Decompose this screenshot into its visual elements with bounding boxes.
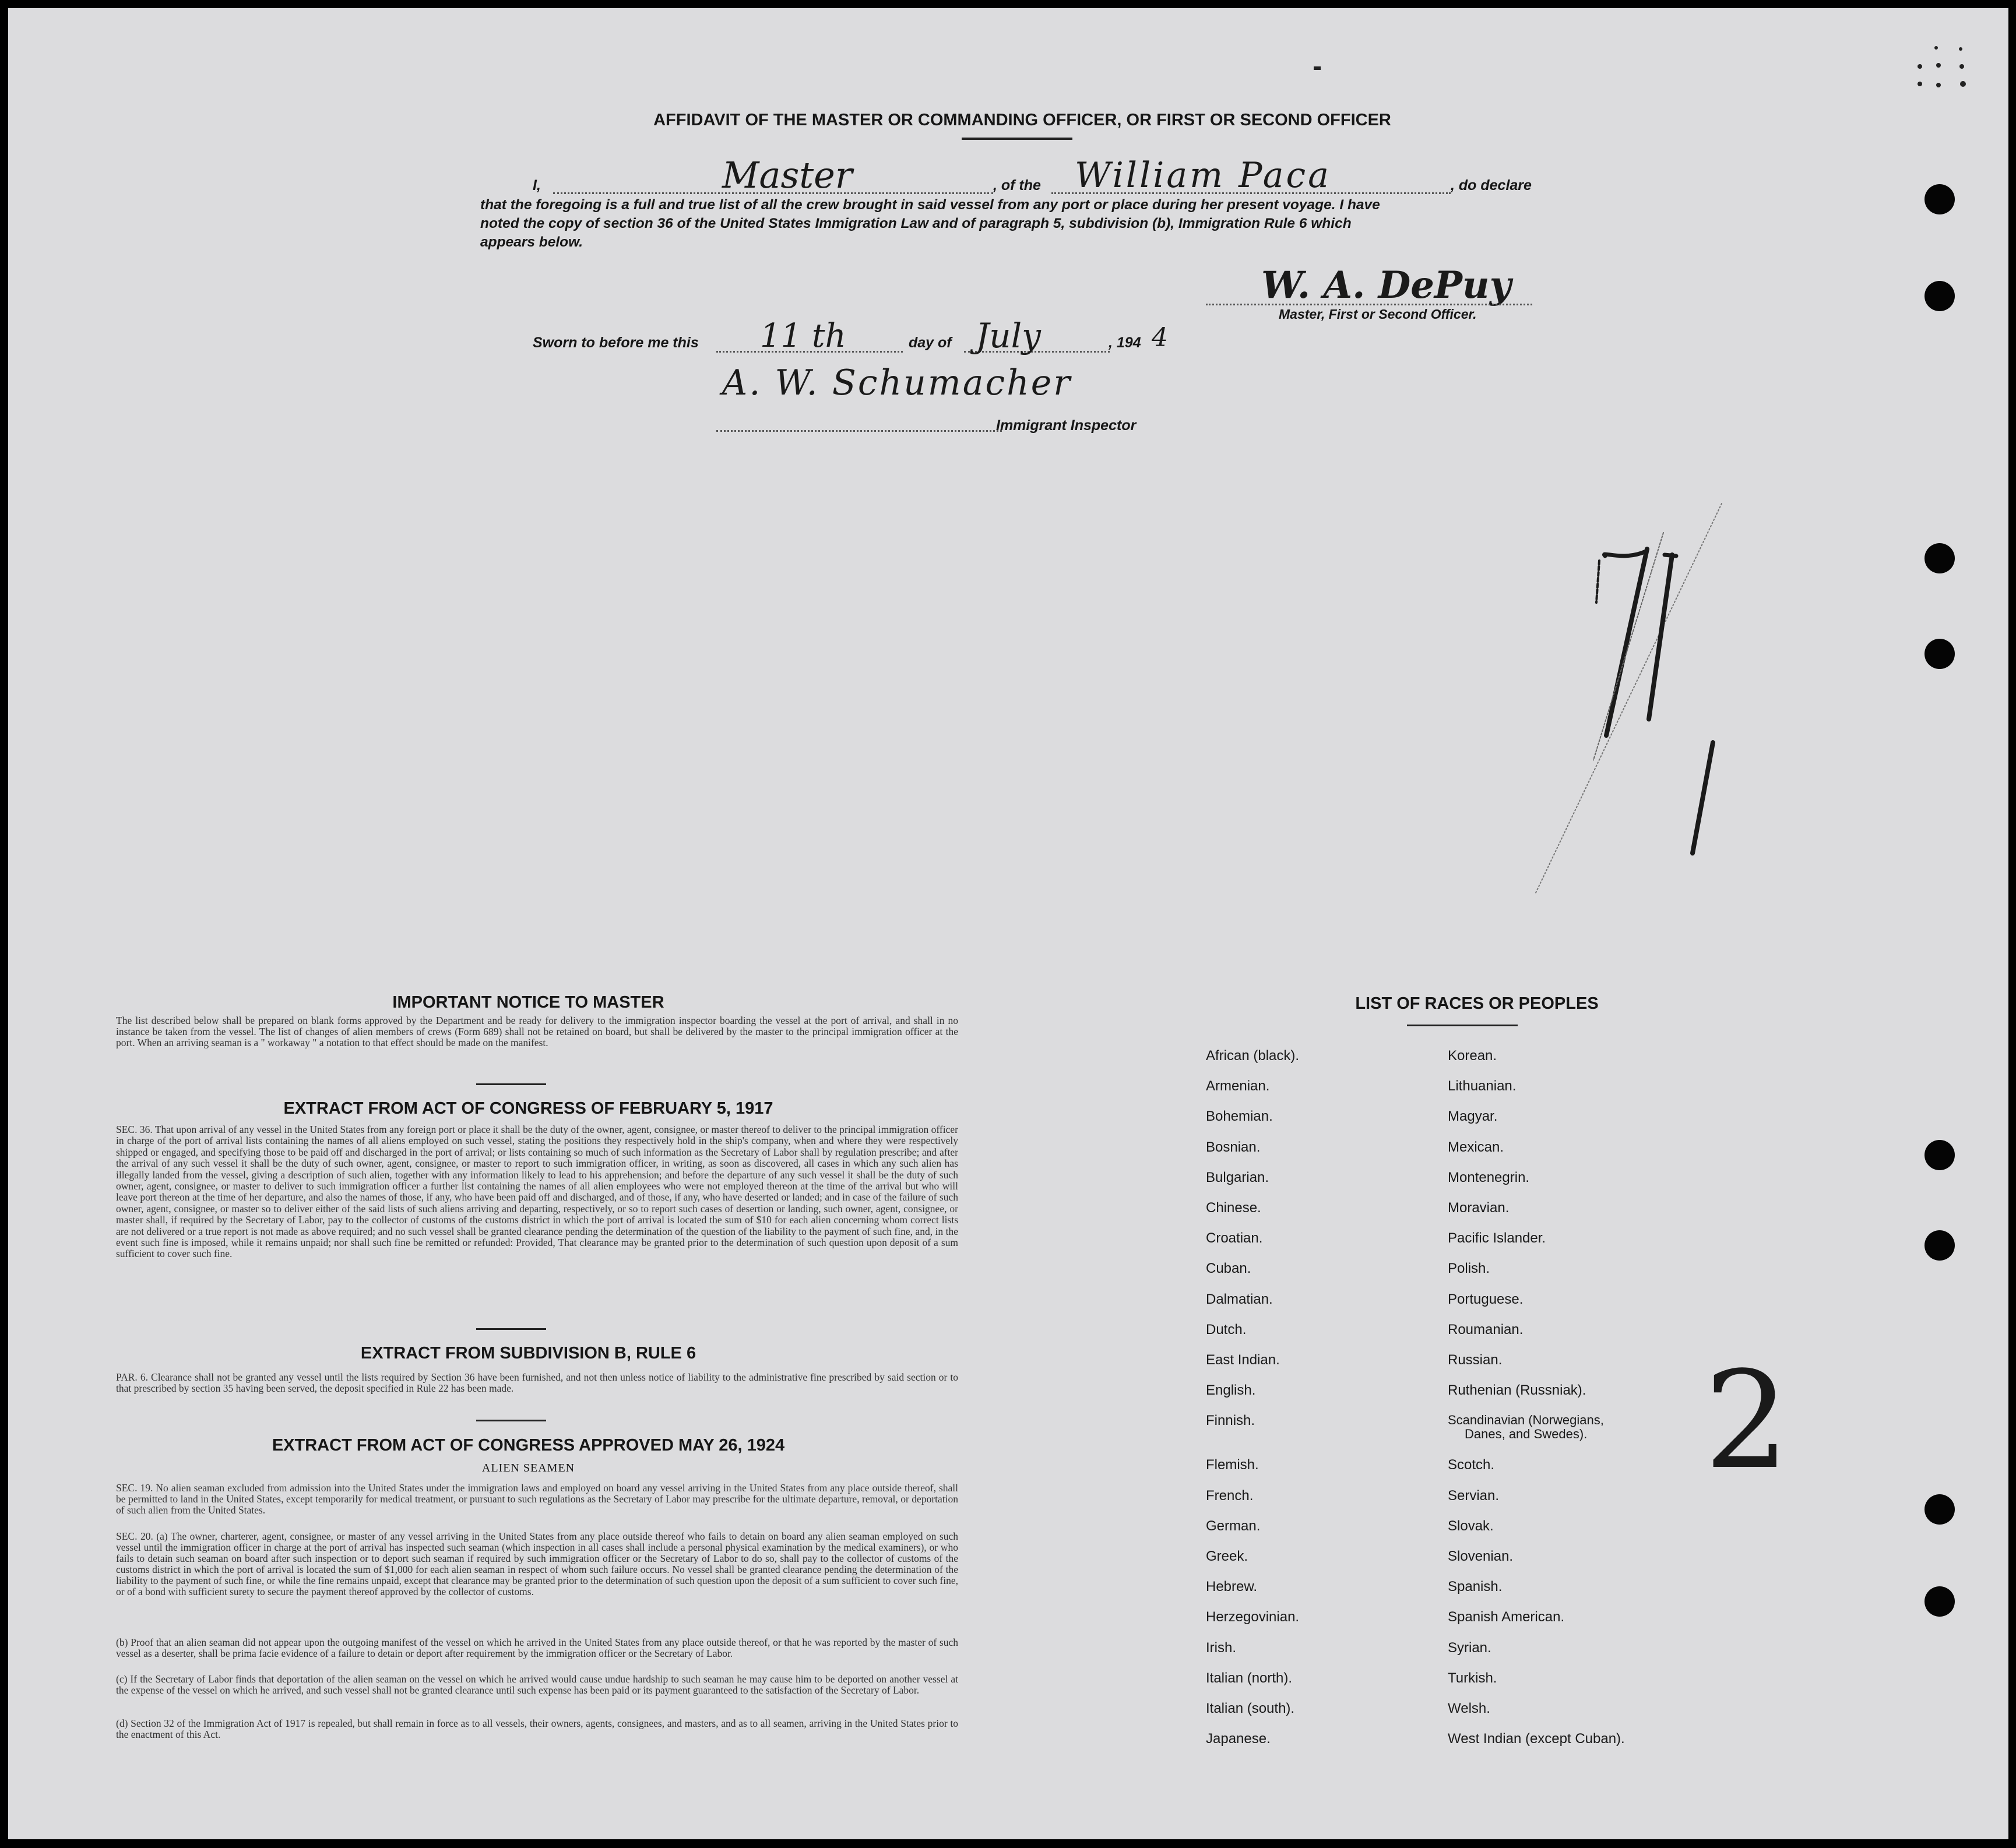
race-right-item: Spanish American. — [1448, 1609, 1565, 1625]
race-left-item: Dutch. — [1206, 1321, 1247, 1337]
declare-of-the: , of the — [993, 177, 1041, 193]
race-left-item: Bosnian. — [1206, 1139, 1261, 1155]
inspector-caption: Immigrant Inspector — [996, 417, 1137, 434]
race-left-item: Italian (north). — [1206, 1670, 1293, 1686]
margin-mark — [1314, 66, 1321, 70]
race-right-item: Lithuanian. — [1448, 1078, 1517, 1094]
race-right-item: Scandinavian (Norwegians, — [1448, 1413, 1604, 1428]
inspector-line — [716, 430, 1002, 432]
race-left-item: Bulgarian. — [1206, 1169, 1269, 1185]
master-caption: Master, First or Second Officer. — [1279, 307, 1477, 322]
sworn-day: 11 th — [760, 317, 846, 355]
document-page — [8, 8, 2008, 1839]
race-left-item: Armenian. — [1206, 1078, 1270, 1094]
race-right-item: Korean. — [1448, 1048, 1497, 1064]
race-left-item: African (black). — [1206, 1048, 1300, 1064]
punch-hole — [1924, 1494, 1955, 1525]
race-right-item: Turkish. — [1448, 1670, 1497, 1686]
punch-hole — [1924, 543, 1955, 573]
race-right-item: Slovenian. — [1448, 1548, 1514, 1564]
race-right-item: Montenegrin. — [1448, 1169, 1530, 1185]
races-title-underline — [1407, 1025, 1518, 1026]
subdivision-b-title: EXTRACT FROM SUBDIVISION B, RULE 6 — [360, 1344, 696, 1363]
punch-hole — [1924, 1140, 1955, 1170]
title-underline — [962, 138, 1072, 140]
sworn-year-digit: 4 — [1152, 323, 1168, 353]
race-left-item: Greek. — [1206, 1548, 1248, 1564]
extract-1917-title: EXTRACT FROM ACT OF CONGRESS OF FEBRUARY 5, 1917 — [283, 1099, 773, 1118]
extract-1924-sec20b: (b) Proof that an alien seaman did not appear upon the outgoing manifest of the vessel on which he arrived in the United States from any place outside thereof, or that he was reported by the master of such vessel as a deserter, shall be prima facie evidence of a failure to detain or deport after requirement by the immigration officer or the Secretary of Labor. — [116, 1636, 958, 1659]
race-left-item: Irish. — [1206, 1639, 1237, 1656]
race-right-item: Moravian. — [1448, 1200, 1510, 1216]
race-right-item: Welsh. — [1448, 1701, 1490, 1716]
handwritten-mark-graphic — [1512, 486, 1768, 906]
race-left-item: East Indian. — [1206, 1352, 1280, 1368]
race-right-item: Russian. — [1448, 1352, 1503, 1368]
notice-title: IMPORTANT NOTICE TO MASTER — [392, 993, 664, 1012]
subdivision-b-body: PAR. 6. Clearance shall not be granted any vessel until the lists required by Section 36 have been furnished, and not then unless notice of liability to the administrative fine prescribed by said section or to that prescribed by section 35 having been served, the deposit specified in Rule 22 has been made. — [116, 1371, 958, 1394]
race-right-item: West Indian (except Cuban). — [1448, 1731, 1625, 1747]
race-right-item: Ruthenian (Russniak). — [1448, 1382, 1586, 1399]
declare-do-declare: , do declare — [1451, 177, 1532, 193]
race-right-item: Servian. — [1448, 1487, 1500, 1504]
race-left-item: Flemish. — [1206, 1457, 1259, 1473]
filled-role: Master — [722, 154, 853, 196]
race-right-item: Roumanian. — [1448, 1321, 1524, 1337]
race-right-item: Portuguese. — [1448, 1291, 1524, 1307]
race-right-item: Polish. — [1448, 1261, 1490, 1277]
race-left-item: Dalmatian. — [1206, 1291, 1273, 1307]
extract-1924-sec20a: SEC. 20. (a) The owner, charterer, agent, consignee, or master of any vessel arriving in the United States from any place outside thereof who fails to detain on board any alien seaman employed on such vessel until the immigration officer in charge at the port of arrival has inspected such seaman (which inspection in all cases shall include a personal physical examination by the medical examiners), or who fails to detain such seaman on board after such inspection or to deport such seaman if required by such immigration officer or the Secretary of Labor to do so, shall pay to the collector of customs of the customs district in which the port of arrival is located the sum of $1,000 for each alien seaman in respect of whom such failure occurs. No vessel shall be granted clearance pending the determination of the liability to the payment of such fine, or while the fine remains unpaid, except that clearance may be granted prior to the determination of such question upon the deposit of a sum sufficient to cover such fine, or of a bond with sufficient surety to secure the payment thereof approved by the collector of customs. — [116, 1530, 958, 1597]
punch-hole — [1924, 639, 1955, 669]
race-right-item: Syrian. — [1448, 1639, 1491, 1656]
sworn-year-prefix: , 194 — [1109, 335, 1141, 351]
sworn-day-label: day of — [909, 335, 952, 351]
extract-1924-sec19: SEC. 19. No alien seaman excluded from admission into the United States under the immigration laws and employed on board any vessel arriving in the United States from any place outside thereof, shall be permitted to land in the United States, except temporarily for medical treatment, or pursuant to such regulations as the Secretary of Labor may prescribe for the ultimate departure, removal, or deportation of such alien from the United States. — [116, 1482, 958, 1516]
master-signature: W. A. DePuy — [1261, 263, 1511, 307]
race-left-item: French. — [1206, 1487, 1254, 1504]
races-title: LIST OF RACES OR PEOPLES — [1355, 994, 1599, 1013]
notice-divider — [476, 1083, 546, 1085]
race-right-item: Scotch. — [1448, 1457, 1495, 1473]
race-left-item: Herzegovinian. — [1206, 1609, 1300, 1625]
race-left-item: Hebrew. — [1206, 1579, 1258, 1595]
race-left-item: Italian (south). — [1206, 1701, 1295, 1716]
affidavit-line-2: that the foregoing is a full and true list of all the crew brought in said vessel from any port or place during her present voyage. I have — [480, 197, 1380, 213]
extract-1917-divider — [476, 1328, 546, 1330]
extract-1924-sec20c: (c) If the Secretary of Labor finds that deportation of the alien seaman on the vessel on which he arrived would cause undue hardship to such seaman he may cause him to be deported on another vessel at the expense of the vessel on which he arrived, and such vessel shall not be granted clearance until such expense has been paid or its payment guaranteed to the satisfaction of the Secretary of Labor. — [116, 1673, 958, 1696]
race-left-item: Finnish. — [1206, 1413, 1255, 1429]
race-left-item: Croatian. — [1206, 1230, 1263, 1247]
extract-1917-body: SEC. 36. That upon arrival of any vessel in the United States from any foreign port or place it shall be the duty of the owner, agent, consignee, or master thereof to deliver to the principal immigration officer in charge of the port of arrival lists containing the names of all aliens employed on such vessel, stating the positions they respectively hold in the ship's company, when and where they were respectively shipped or engaged, and specifying those to be paid off and discharged in the port of arrival; or lists containing so much of such information as the Secretary of Labor shall by regulation prescribe; and after the arrival of any such vessel it shall be the duty of such owner, agent, consignee, or master to report to such immigration officer, in writing, as soon as discovered, all cases in which any such alien has illegally landed from the vessel, giving a description of such alien, together with any information likely to lead to his apprehension; and before the departure of any such vessel it shall be the duty of such owner, agent, consignee, or master to deliver to such immigration officer a further list containing the names of all alien employees who were not employed thereon at the time of the arrival but who will leave port thereon at the time of her departure, and also the names of those, if any, who have been paid off and discharged, and of those, if any, who have deserted or landed; and in case of the failure of such owner, agent, consignee, or master so to deliver either of the said lists of such aliens arriving and departing, respectively, or so to report such cases of desertion or landing, such owner, agent, consignee, or master shall, if required by the Secretary of Labor, pay to the collector of customs of the customs district in which the port of arrival is located the sum of $10 for each alien concerning whom correct lists are not delivered or a true report is not made as above required; and no such vessel shall be granted clearance pending the determination of the question of the liability to the payment of such fine, and, in the event such fine is imposed, while it remains unpaid; nor shall such fine be remitted or refunded: Provided, That clearance may be granted prior to the determination of such question upon deposit of a sum sufficient to cover such fine. — [116, 1124, 958, 1260]
race-left-item: English. — [1206, 1382, 1256, 1399]
race-right-item: Mexican. — [1448, 1139, 1504, 1155]
extract-1924-title: EXTRACT FROM ACT OF CONGRESS APPROVED MAY 26, 1924 — [272, 1436, 785, 1455]
race-right-scandinavian-line2: Danes, and Swedes). — [1465, 1427, 1588, 1441]
race-right-item: Magyar. — [1448, 1108, 1498, 1125]
notice-body: The list described below shall be prepared on blank forms approved by the Department and be ready for delivery to the immigration inspector boarding the vessel at the port of arrival, and shall in no instance be taken from the vessel. The list of changes of alien members of crews (Form 689) shall not be retained on board, but shall be delivered by the master to the principal immigration officer at the port. When an arriving seaman is a " workaway " a notation to that effect should be made on the manifest. — [116, 1015, 958, 1048]
punch-hole — [1924, 184, 1955, 214]
race-left-item: Cuban. — [1206, 1261, 1251, 1277]
extract-1924-subtitle: ALIEN SEAMEN — [481, 1462, 575, 1474]
race-right-item: Pacific Islander. — [1448, 1230, 1546, 1247]
master-signature-line — [1206, 304, 1532, 305]
affidavit-line-3: noted the copy of section 36 of the United States Immigration Law and of paragraph 5, subdivision (b), Immigration Rule 6 which — [480, 216, 1352, 231]
punch-hole — [1924, 1586, 1955, 1617]
punch-hole — [1924, 1230, 1955, 1261]
affidavit-line-4: appears below. — [480, 234, 583, 250]
race-right-item: Spanish. — [1448, 1579, 1503, 1595]
subdivision-b-divider — [476, 1420, 546, 1421]
filled-vessel: William Paca — [1075, 155, 1331, 196]
race-right-item: Slovak. — [1448, 1518, 1494, 1534]
handwritten-mark-bottom: 2 — [1704, 1343, 1790, 1499]
race-left-item: Japanese. — [1206, 1731, 1271, 1747]
punch-hole — [1924, 281, 1955, 311]
race-left-item: German. — [1206, 1518, 1261, 1534]
inspector-signature: A. W. Schumacher — [722, 362, 1072, 403]
margin-dots — [1908, 43, 1978, 107]
sworn-prefix: Sworn to before me this — [533, 335, 699, 351]
extract-1924-sec20d: (d) Section 32 of the Immigration Act of 1917 is repealed, but shall remain in force as to all vessels, their owners, agents, consignees, and masters, and as to all seamen, arriving in the United States prior to the enactment of this Act. — [116, 1717, 958, 1740]
race-left-item: Bohemian. — [1206, 1108, 1273, 1125]
race-left-item: Chinese. — [1206, 1200, 1261, 1216]
declare-i: I, — [533, 177, 541, 193]
sworn-month: July — [976, 316, 1041, 355]
affidavit-title: AFFIDAVIT OF THE MASTER OR COMMANDING OFFICER, OR FIRST OR SECOND OFFICER — [653, 111, 1391, 129]
